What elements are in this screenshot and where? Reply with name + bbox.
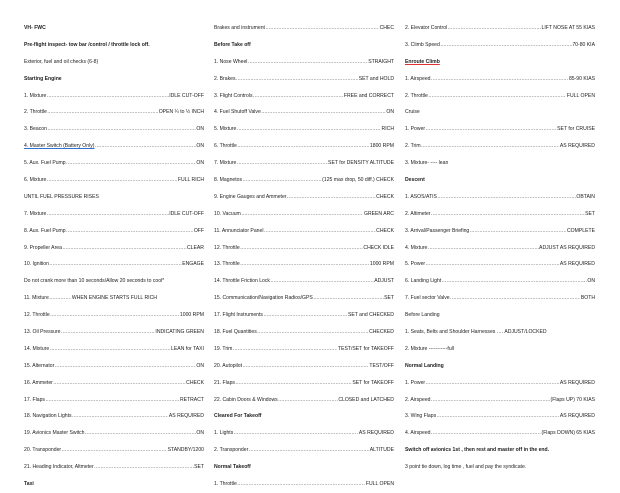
dot-leader	[431, 425, 541, 442]
item-value: SET	[585, 210, 595, 217]
checklist-item	[214, 324, 394, 341]
section-heading	[405, 54, 595, 71]
item-value: FULL OPEN	[566, 92, 595, 99]
checklist-item	[214, 54, 394, 71]
item-value: CHECKED	[369, 329, 394, 336]
item-value: RICH	[381, 126, 394, 133]
item-label: 12. Throttle	[214, 244, 240, 251]
item-value: ON	[196, 362, 204, 369]
checklist-column-2	[214, 20, 394, 493]
checklist-item	[214, 88, 394, 105]
dot-leader	[248, 54, 368, 71]
dot-leader	[45, 392, 179, 409]
dot-leader	[49, 256, 181, 273]
dot-leader	[265, 20, 379, 37]
dot-leader	[72, 408, 168, 425]
dot-leader	[237, 138, 369, 155]
text: Do not crank more than 10 seconds/Allow 20 seconds to cool*	[24, 278, 165, 285]
item-value: CHECK	[376, 227, 394, 234]
heading-text: Normal Landing	[405, 362, 444, 369]
heading-text: Switch off avionics 1st , then rest and master off in the end.	[405, 447, 550, 454]
checklist-item	[24, 172, 204, 189]
section-heading	[214, 408, 394, 425]
item-label: 5. Mixture	[214, 126, 237, 133]
checklist-item	[405, 425, 595, 442]
checklist-column-3	[405, 20, 595, 476]
item-label: 20. Transponder	[24, 447, 62, 454]
checklist-item	[405, 138, 595, 155]
item-label: 1. Power	[405, 126, 426, 133]
note-text	[405, 324, 595, 341]
dot-leader	[47, 88, 169, 105]
item-value: IDLE CUT-OFF	[169, 210, 204, 217]
item-value: LEAN for TAXI	[171, 345, 204, 352]
heading-text: Descent	[405, 177, 425, 184]
dot-leader	[66, 155, 196, 172]
checklist-item	[214, 104, 394, 121]
checklist-item	[24, 442, 204, 459]
heading-text: Taxi	[24, 481, 34, 488]
checklist-item	[405, 256, 595, 273]
dot-leader	[53, 375, 185, 392]
checklist-item	[24, 408, 204, 425]
item-label: 4. Master Switch (Battery Only)	[24, 143, 95, 150]
item-label: 2. Throttle	[24, 109, 47, 116]
dot-leader	[50, 307, 179, 324]
dot-leader	[278, 392, 338, 409]
dot-leader	[437, 189, 576, 206]
item-label: 7. Mixture	[24, 210, 47, 217]
item-value: 1000 RPM	[369, 261, 394, 268]
item-label: 13. Oil Pressure	[24, 329, 61, 336]
dot-leader	[55, 358, 196, 375]
section-heading	[405, 442, 595, 459]
checklist-item	[24, 121, 204, 138]
checklist-item	[214, 476, 394, 493]
dot-leader	[243, 358, 369, 375]
dot-leader	[426, 121, 557, 138]
item-value: SET for DENSITY ALTITUDE	[328, 160, 394, 167]
dot-leader	[47, 104, 158, 121]
checklist-item	[405, 392, 595, 409]
dot-leader	[253, 88, 343, 105]
dot-leader	[237, 121, 381, 138]
item-value: IDLE CUT-OFF	[169, 92, 204, 99]
checklist-item	[214, 20, 394, 37]
checklist-item	[24, 324, 204, 341]
item-value: CHEC	[379, 25, 394, 31]
checklist-item	[405, 408, 595, 425]
item-label: 1. ASOS/ATIS	[405, 193, 437, 200]
dot-leader	[62, 442, 167, 459]
item-value: ON	[196, 160, 204, 167]
dot-leader	[243, 172, 322, 189]
item-value: 70-80 KIA	[572, 41, 595, 48]
item-label: 2. Elevator Control	[405, 25, 448, 31]
checklist-item	[214, 375, 394, 392]
checklist-item	[24, 256, 204, 273]
item-value: ON	[386, 109, 394, 116]
item-label: 17. Flight Instruments	[214, 312, 263, 319]
item-label: 17. Flaps	[24, 396, 45, 403]
checklist-item	[405, 88, 595, 105]
item-label: 2. Trim	[405, 143, 421, 150]
item-value: FULL RICH	[177, 177, 204, 184]
dot-leader	[421, 138, 559, 155]
dot-leader	[261, 104, 386, 121]
item-value: LIFT NOSE AT 55 KIAS	[541, 25, 595, 31]
dot-leader	[241, 206, 363, 223]
text: 1. Seats, Belts and Shoulder Harnesses …. ADJUST/LOCKED	[405, 329, 547, 336]
dot-leader	[264, 223, 376, 240]
checklist-item	[24, 375, 204, 392]
item-label: 3. Climb Speed	[405, 41, 440, 48]
checklist-item	[405, 71, 595, 88]
item-label: 11. Mixture	[24, 295, 49, 302]
item-value: COMPLETE	[566, 227, 595, 234]
checklist-item	[405, 20, 595, 37]
note-text	[24, 273, 204, 290]
note-text	[24, 189, 204, 206]
item-value: OFF	[193, 227, 204, 234]
item-value: SET	[384, 295, 394, 302]
item-value: AS REQUIRED	[559, 413, 595, 420]
checklist-item	[214, 392, 394, 409]
item-value: 85-90 KIAS	[568, 75, 595, 82]
item-value: CLOSED and LATCHED	[338, 396, 394, 403]
dot-leader	[236, 71, 358, 88]
item-label: 1. Power	[405, 379, 426, 386]
item-value: 1800 RPM	[369, 143, 394, 150]
item-value: AS REQUIRED	[559, 261, 595, 268]
item-label: 10. Ignition	[24, 261, 49, 268]
item-label: 4. Mixture	[405, 244, 428, 251]
checklist-item	[24, 240, 204, 257]
item-label: 5. Power	[405, 261, 426, 268]
checklist-item	[214, 155, 394, 172]
item-value: SET for TAKEOFF	[352, 379, 394, 386]
dot-leader	[94, 459, 193, 476]
dot-leader	[47, 121, 195, 138]
note-text	[24, 54, 204, 71]
checklist-column-1	[24, 20, 204, 493]
checklist-item	[24, 104, 204, 121]
item-value: CLEAR	[187, 244, 204, 251]
item-label: 4. Airspeed	[405, 430, 431, 437]
dot-leader	[431, 392, 550, 409]
dot-leader	[442, 273, 587, 290]
item-value: (Flaps DOWN) 65 KIAS	[541, 430, 595, 437]
checklist-item	[214, 71, 394, 88]
dot-leader	[85, 425, 196, 442]
item-value: ON	[196, 430, 204, 437]
dot-leader	[49, 290, 71, 307]
item-label: 19. Avionics Master Switch	[24, 430, 85, 437]
item-label: 6. Throttle	[214, 143, 237, 150]
item-label: 18. Navigation Lights	[24, 413, 72, 420]
dot-leader	[428, 240, 539, 257]
checklist-item	[24, 358, 204, 375]
checklist-item	[214, 273, 394, 290]
checklist-item	[214, 138, 394, 155]
checklist-item	[405, 240, 595, 257]
dot-leader	[440, 37, 572, 54]
checklist-item	[214, 358, 394, 375]
item-label: 10. Vacuum	[214, 210, 241, 217]
document-header	[24, 20, 204, 37]
item-label: 20. Autopilot	[214, 362, 243, 369]
item-value: (Flaps UP) 70 KIAS	[550, 396, 595, 403]
dot-leader	[240, 256, 369, 273]
dot-leader	[234, 425, 359, 442]
item-value: STANDBY/1200	[167, 447, 204, 454]
checklist-item	[24, 88, 204, 105]
checklist-item	[24, 392, 204, 409]
item-value: CHECK	[376, 193, 394, 200]
item-value: OBTAIN	[576, 193, 595, 200]
dot-leader	[431, 206, 585, 223]
item-label: 16. Ammeter	[24, 379, 53, 386]
item-label: Brakes and instrument	[214, 25, 265, 31]
section-heading	[405, 172, 595, 189]
item-value: BOTH	[580, 295, 595, 302]
item-value: AS REQUIRED	[559, 143, 595, 150]
checklist-item	[214, 172, 394, 189]
checklist-item	[24, 223, 204, 240]
item-value: ADJUST	[374, 278, 394, 285]
text: 3 point tie down, log time , fuel and pay the syndicate.	[405, 464, 527, 471]
item-value: CHECK IDLE	[363, 244, 394, 251]
dot-leader	[431, 71, 568, 88]
note-text	[405, 104, 595, 121]
checklist-item	[24, 155, 204, 172]
item-label: 2. Airspeed	[405, 396, 431, 403]
note-text	[405, 459, 595, 476]
checklist-item	[405, 37, 595, 54]
dot-leader	[240, 240, 363, 257]
checklist-item	[214, 206, 394, 223]
checklist-item	[214, 223, 394, 240]
item-value: TEST/SET for TAKEOFF	[337, 345, 394, 352]
item-label: 1. Airspeed	[405, 75, 431, 82]
item-value: ADJUST AS REQUIRED	[539, 244, 595, 251]
item-value: CHECK	[186, 379, 204, 386]
item-value: SET	[194, 464, 204, 471]
checklist-item	[24, 459, 204, 476]
item-label: 19. Trim	[214, 345, 233, 352]
heading-text: Normal Takeoff	[214, 464, 251, 471]
checklist-item	[214, 425, 394, 442]
dot-leader	[448, 20, 541, 37]
checklist-item	[214, 256, 394, 273]
item-value: ON	[196, 126, 204, 133]
item-label: 7. Fuel sector Valve	[405, 295, 450, 302]
dot-leader	[249, 442, 369, 459]
checklist-item	[405, 206, 595, 223]
dot-leader	[426, 375, 560, 392]
checklist-item	[214, 442, 394, 459]
item-value: OPEN ¼ to ½ INCH	[158, 109, 204, 116]
checklist-item	[405, 290, 595, 307]
item-label: 15. Alternator	[24, 362, 55, 369]
heading-text: Before Take off	[214, 41, 251, 48]
section-heading	[405, 358, 595, 375]
dot-leader	[263, 307, 347, 324]
item-value: FREE and CORRECT	[343, 92, 394, 99]
item-label: 3. Arrival/Passenger Briefing	[405, 227, 470, 234]
item-value: RETRACT	[179, 396, 204, 403]
text: Exterior, fuel and oil checks (6-8)	[24, 58, 99, 65]
item-label: 15. Communication/Navigation Radios/GPS	[214, 295, 313, 302]
section-heading	[24, 71, 204, 88]
item-label: 3. Beacon	[24, 126, 47, 133]
dot-leader	[237, 476, 365, 493]
item-value: 1000 RPM	[179, 312, 204, 319]
dot-leader	[95, 138, 196, 155]
item-label: 8. Aux. Fuel Pump	[24, 227, 66, 234]
item-label: 1. Mixture	[24, 92, 47, 99]
dot-leader	[470, 223, 567, 240]
item-label: 9. Engine Gauges and Ammeter	[214, 193, 287, 200]
checklist-item	[214, 121, 394, 138]
heading-text: Cleared For Takeoff	[214, 413, 262, 420]
item-label: 1. Throttle	[214, 481, 237, 488]
checklist-item	[214, 189, 394, 206]
item-value: GREEN ARC	[363, 210, 394, 217]
item-value: ON	[196, 143, 204, 150]
item-label: 21. Heading Indicator, Altmeter	[24, 464, 94, 471]
text: Before Landing	[405, 312, 440, 319]
item-value: WHEN ENGINE STARTS FULL RICH	[71, 295, 157, 302]
note-text	[405, 307, 595, 324]
checklist-item	[214, 307, 394, 324]
section-heading	[24, 37, 204, 54]
item-value: FULL OPEN	[365, 481, 394, 488]
item-label: 22. Cabin Doors & Windows	[214, 396, 278, 403]
item-label: 2. Brakes	[214, 75, 236, 82]
dot-leader	[270, 273, 373, 290]
item-label: 6. Mixture	[24, 177, 47, 184]
item-label: 6. Landing Light	[405, 278, 442, 285]
item-label: 2. Throttle	[405, 92, 428, 99]
item-value: AS REQUIRED	[168, 413, 204, 420]
dot-leader	[47, 172, 177, 189]
item-label: 9. Propeller Area	[24, 244, 62, 251]
checklist-item	[24, 307, 204, 324]
checklist-item	[24, 206, 204, 223]
text: UNTIL FUEL PRESSURE RISES	[24, 193, 99, 200]
checklist-item	[405, 223, 595, 240]
item-value: SET and HOLD	[358, 75, 394, 82]
item-label: 3. Wing Flaps	[405, 413, 437, 420]
header-text: VH- FWC	[24, 25, 46, 31]
item-value: TEST/OFF	[369, 362, 394, 369]
item-value: AS REQUIRED	[559, 379, 595, 386]
section-heading	[214, 37, 394, 54]
item-label: 7. Mixture	[214, 160, 237, 167]
dot-leader	[426, 256, 560, 273]
item-label: 2. Transponder	[214, 447, 249, 454]
heading-text: Enroute Climb	[405, 58, 440, 65]
item-value: STRAIGHT	[368, 58, 394, 65]
dot-leader	[428, 88, 566, 105]
note-text	[405, 341, 595, 358]
checklist-item	[405, 273, 595, 290]
item-value: (125 max drop, 50 diff.) CHECK	[322, 177, 394, 184]
text: 2. Mixture -----------full	[405, 345, 454, 352]
checklist-item	[214, 290, 394, 307]
checklist-item	[214, 341, 394, 358]
item-label: 8. Magnetos	[214, 177, 243, 184]
dot-leader	[61, 324, 155, 341]
item-value: INDICATING GREEN	[155, 329, 204, 336]
section-heading	[214, 459, 394, 476]
item-label: 3. Flight Controls	[214, 92, 253, 99]
heading-text: Starting Engine	[24, 75, 62, 82]
checklist-item	[405, 189, 595, 206]
item-value: ENGAGE	[182, 261, 204, 268]
dot-leader	[66, 223, 193, 240]
checklist-item	[24, 425, 204, 442]
dot-leader	[235, 375, 351, 392]
item-label: 13. Throttle	[214, 261, 240, 268]
item-label: 21. Flaps	[214, 379, 235, 386]
dot-leader	[313, 290, 383, 307]
checklist-item	[405, 375, 595, 392]
item-label: 18. Fuel Quantities	[214, 329, 257, 336]
section-heading	[24, 476, 204, 493]
item-label: 4. Fuel Shutoff Valve	[214, 109, 261, 116]
item-label: 5. Aux. Fuel Pump	[24, 160, 66, 167]
text: 3. Mixture- ---- lean	[405, 160, 449, 167]
item-value: AS REQUIRED	[358, 430, 394, 437]
item-label: 14. Throttle Friction Lock	[214, 278, 270, 285]
item-value: SET and CHECKED	[347, 312, 394, 319]
dot-leader	[50, 341, 171, 358]
item-label: 1. Nose Wheel	[214, 58, 248, 65]
dot-leader	[233, 341, 338, 358]
checklist-item	[24, 138, 204, 155]
item-label: 1. Lights	[214, 430, 234, 437]
dot-leader	[257, 324, 368, 341]
checklist-item	[214, 240, 394, 257]
dot-leader	[287, 189, 376, 206]
text: Cruise	[405, 109, 420, 116]
item-label: 11. Annunciator Panel	[214, 227, 264, 234]
item-label: 12. Throttle	[24, 312, 50, 319]
heading-text: Pre-flight inspect- tow bar /control / throttle lock off.	[24, 41, 150, 48]
dot-leader	[62, 240, 186, 257]
item-value: SET for CRUISE	[557, 126, 595, 133]
item-label: 14. Mixture	[24, 345, 50, 352]
dot-leader	[47, 206, 169, 223]
item-value: ALTITUDE	[369, 447, 394, 454]
checklist-item	[24, 290, 204, 307]
dot-leader	[237, 155, 328, 172]
checklist-item	[405, 121, 595, 138]
note-text	[405, 155, 595, 172]
dot-leader	[450, 290, 580, 307]
checklist-item	[24, 341, 204, 358]
item-value: ON	[587, 278, 595, 285]
item-label: 2. Altimeter	[405, 210, 431, 217]
dot-leader	[437, 408, 560, 425]
